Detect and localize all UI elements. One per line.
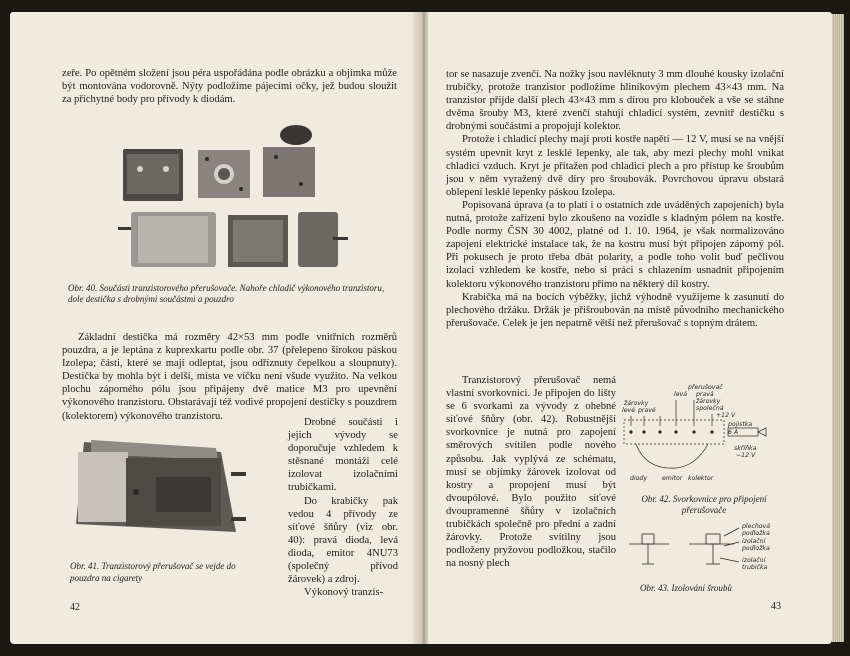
label-izolacni-2: izolační: [742, 557, 766, 564]
label-zarovky: žárovky: [624, 400, 649, 407]
label-leva: levá: [674, 391, 687, 398]
label-zarovky-2: žárovky: [696, 398, 721, 405]
text-paragraph: Popisovaná úprava (a to platí i o ostatních zde uváděných zapojeních) byla nutná, protože zařízení bylo zkoušeno na vozidle s kladným pólem na kostře. Podle normy ČSN 30 4002, platné od 1. 10. 1964, je však normalizováno zapojení elektrické instalace tak, že na kostru musí být připojen záporný pól. Při pokusech je proto třeba dbát polarity, a podle toho volit buď pečlivou izolaci vzhledem ke kostře, nebo si práci s chlazením usnadnit připojením kolektoru výkonového tranzistoru přímo na některý díl kostry.: [446, 199, 784, 290]
page-edges: [832, 14, 844, 642]
figure-40-caption: Obr. 40. Součásti tranzistorového přerušovače. Nahoře chladič výkonového tranzistoru, dole destička s drobnými součástmi a pouzdro: [68, 283, 385, 304]
figure-40-photo: [118, 112, 348, 272]
figure-43-caption: Obr. 43. Izolování šroubů: [640, 583, 732, 593]
left-page: [10, 12, 420, 644]
label-plus12: +12 V: [716, 412, 736, 419]
text-paragraph: Protože i chladicí plechy mají proti kostře napětí — 12 V, musí se na vnější systém upevnit kryt z lesklé lepenky, ale tak, aby mezi plechy mohl vnikat chladicí vzduch. Kryt je přitažen pod chladicí plech a pro přístup ke šroubům jsou v něm vyražený dvě díry pro šroubovák. Povrchovou úpravu obstará oblepení lesklé lepenky páskou Izolepa.: [446, 134, 784, 198]
page-number-right: 43: [771, 601, 781, 612]
text-paragraph: Do krabičky pak vedou 4 přívody ze síťové šňůry (viz obr. 40): pravá dioda, levá dioda, emitor 4NU73 (společný přívod žárovek) a zdroj.: [288, 495, 398, 586]
label-diody: diody: [630, 475, 648, 482]
right-page: [428, 12, 832, 644]
right-top-text: [446, 68, 784, 330]
text-paragraph: Výkonový tranzis-: [304, 587, 384, 599]
right-lower-column: [446, 374, 616, 570]
label-prava: pravá: [696, 391, 714, 398]
figure-43-schematic: [624, 522, 789, 582]
text-paragraph: Základní destička má rozměry 42×53 mm podle vnitřních rozměrů pouzdra, a je leptána z kuprexkartu podle obr. 37 (přelepeno širokou páskou Izolepa; části, které se mají odleptat, jsou odříznuty čepelkou a sloupnuty). Destička by mohla být i delší, místa ve víčku není všude využito. Na velkou plochu záporného pólu jsou připájeny dvě matice M3 pro upevnění výkonového tranzistoru. Obstarávají též vodivé propojení destičky s pouzdrem (kolektorem) výkonového tranzistoru.: [62, 332, 397, 422]
left-top-paragraph: [62, 67, 397, 106]
label-podlozka: podložka: [742, 530, 770, 537]
text-paragraph: Drobné součásti i jejich vývody se doporučuje vzhledem k stěsnané montáži celé izolovat izolačními trubičkami.: [288, 417, 398, 494]
label-plechova: plechová: [742, 523, 771, 530]
label-izolacni: izolační: [742, 538, 766, 545]
figure-42-schematic: [616, 380, 786, 485]
figure-42-caption: Obr. 42. Svorkovnice pro připojení přerušovače: [641, 494, 767, 515]
left-mid-paragraph: [62, 331, 397, 423]
label-prave: pravé: [638, 407, 656, 414]
label-skrinka: skříňka: [734, 445, 757, 452]
label-pojistka: pojistka: [728, 421, 753, 428]
label-emitor: emitor: [662, 475, 683, 482]
label-pojistka-value: 6 A: [728, 429, 739, 436]
label-trubicka: trubička: [742, 564, 768, 571]
text-paragraph: Krabička má na bocích výběžky, jichž výhodně využijeme k zasunutí do plechového držáku. Držák je přišroubován na místě původního mechanického přerušovače. Celek je jen nepatrně větší než přerušovač s topným drátem.: [446, 291, 784, 329]
label-kolektor: kolektor: [688, 475, 714, 482]
figure-41-photo: [66, 432, 261, 557]
label-leve: levé: [622, 407, 635, 414]
label-minus12: −12 V: [736, 452, 756, 459]
text-paragraph: Tranzistorový přerušovač nemá vlastní svorkovnici. Je připojen do lišty se 6 svorkami za vývody z ohebné síťové šňůry (obr. 42). Robustnější svorkovnice je nutná pro zapojení směrových svítilen podle nového způsobu. Jak vyplývá ze schématu, musí se objímky žárovek izolovat od kostry a propojení musí být dvoupólové. Bylo použito síťové dvoupramenné šňůry v izolačních trubičkách společně pro přední a zadní žárovky. Protože svítilny jsou podloženy pryžovou podložkou, stačilo na nosný plech: [446, 375, 616, 570]
label-prerusovac: přerušovač: [688, 384, 723, 391]
label-spolecna: společná: [696, 405, 724, 412]
text-paragraph: zeře. Po opětném složení jsou péra uspořádána podle obrázku a objímka může být montována vodorovně. Nýty podložíme pájecími očky, jež budou sloužit za příchytné body pro přívody k diodám.: [62, 68, 397, 106]
figure-41-caption: Obr. 41. Tranzistorový přerušovač se vejde do pouzdra na cigarety: [70, 561, 236, 583]
left-side-column: [288, 416, 398, 599]
page-number-left: 42: [70, 602, 80, 613]
label-podlozka-2: podložka: [742, 545, 770, 552]
text-paragraph: tor se nasazuje zvenčí. Na nožky jsou navléknuty 3 mm dlouhé kousky izolační trubičky, protože tranzistor podložíme hliníkovým plechem 43×43 mm. Na tranzistor přijde další plech 43×43 mm s dírou pro klobouček a vše se stáhne dvěma šrouby M3, které zvenčí stahují chladicí systém, zevnitř destičku s drobnými součástmi a propojují kolektor.: [446, 69, 784, 133]
